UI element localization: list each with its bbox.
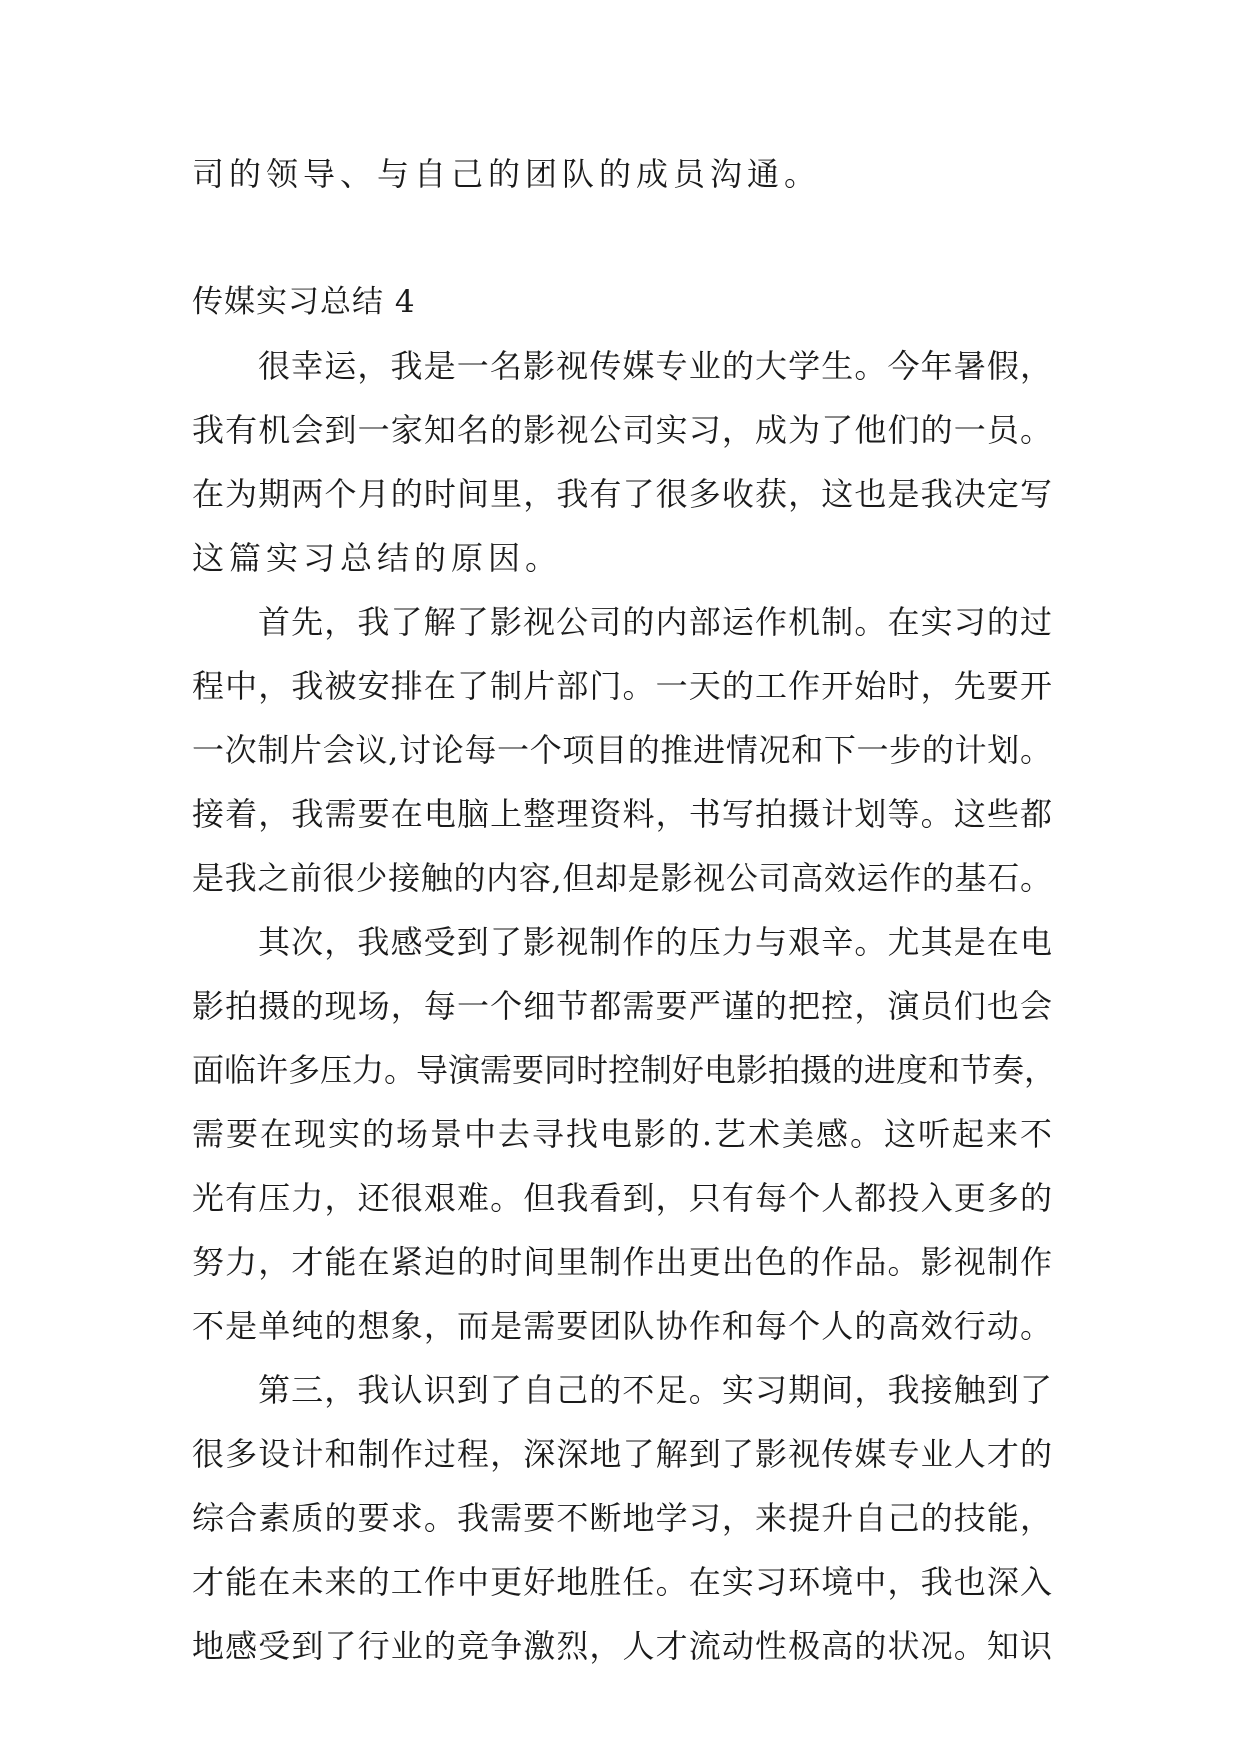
text-line: 是我之前很少接触的内容,但却是影视公司高效运作的基石。 — [192, 859, 1052, 897]
text-line: 不是单纯的想象，而是需要团队协作和每个人的高效行动。 — [192, 1307, 1052, 1345]
blank-line — [192, 206, 1052, 270]
text-line: 很幸运，我是一名影视传媒专业的大学生。今年暑假， — [258, 347, 1052, 385]
paragraph-4 — [192, 1358, 1052, 1678]
text-line: 地感受到了行业的竞争激烈，人才流动性极高的状况。知识 — [192, 1627, 1052, 1665]
paragraph-3 — [192, 910, 1057, 1358]
paragraph-2 — [192, 590, 1052, 910]
text-line: 需要在现实的场景中去寻找电影的.艺术美感。这听起来不 — [192, 1115, 1052, 1153]
section-title: 传媒实习总结 4 — [192, 284, 416, 320]
text-line: 一次制片会议,讨论每一个项目的推进情况和下一步的计划。 — [192, 731, 1052, 769]
text-line: 程中，我被安排在了制片部门。一天的工作开始时，先要开 — [192, 667, 1052, 705]
text-line: 接着，我需要在电脑上整理资料，书写拍摄计划等。这些都 — [192, 795, 1052, 833]
text-line: 影拍摄的现场，每一个细节都需要严谨的把控，演员们也会 — [192, 987, 1052, 1025]
text-line: 综合素质的要求。我需要不断地学习，来提升自己的技能， — [192, 1499, 1052, 1537]
continuation-line: 司的领导、与自己的团队的成员沟通。 — [192, 155, 822, 193]
paragraph-1 — [192, 334, 1052, 590]
text-line: 这篇实习总结的原因。 — [192, 539, 563, 577]
text-line: 第三，我认识到了自己的不足。实习期间，我接触到了 — [258, 1371, 1052, 1409]
text-line: 在为期两个月的时间里，我有了很多收获，这也是我决定写 — [192, 475, 1052, 513]
text-line: 首先，我了解了影视公司的内部运作机制。在实习的过 — [258, 603, 1052, 641]
text-line: 面临许多压力。导演需要同时控制好电影拍摄的进度和节奏， — [192, 1051, 1057, 1089]
text-line: 才能在未来的工作中更好地胜任。在实习环境中，我也深入 — [192, 1563, 1052, 1601]
text-line: 努力，才能在紧迫的时间里制作出更出色的作品。影视制作 — [192, 1243, 1052, 1281]
text-line: 光有压力，还很艰难。但我看到，只有每个人都投入更多的 — [192, 1179, 1052, 1217]
text-line: 其次，我感受到了影视制作的压力与艰辛。尤其是在电 — [258, 923, 1052, 961]
document-page — [192, 142, 1057, 1678]
text-line: 我有机会到一家知名的影视公司实习，成为了他们的一员。 — [192, 411, 1052, 449]
text-line: 很多设计和制作过程，深深地了解到了影视传媒专业人才的 — [192, 1435, 1052, 1473]
